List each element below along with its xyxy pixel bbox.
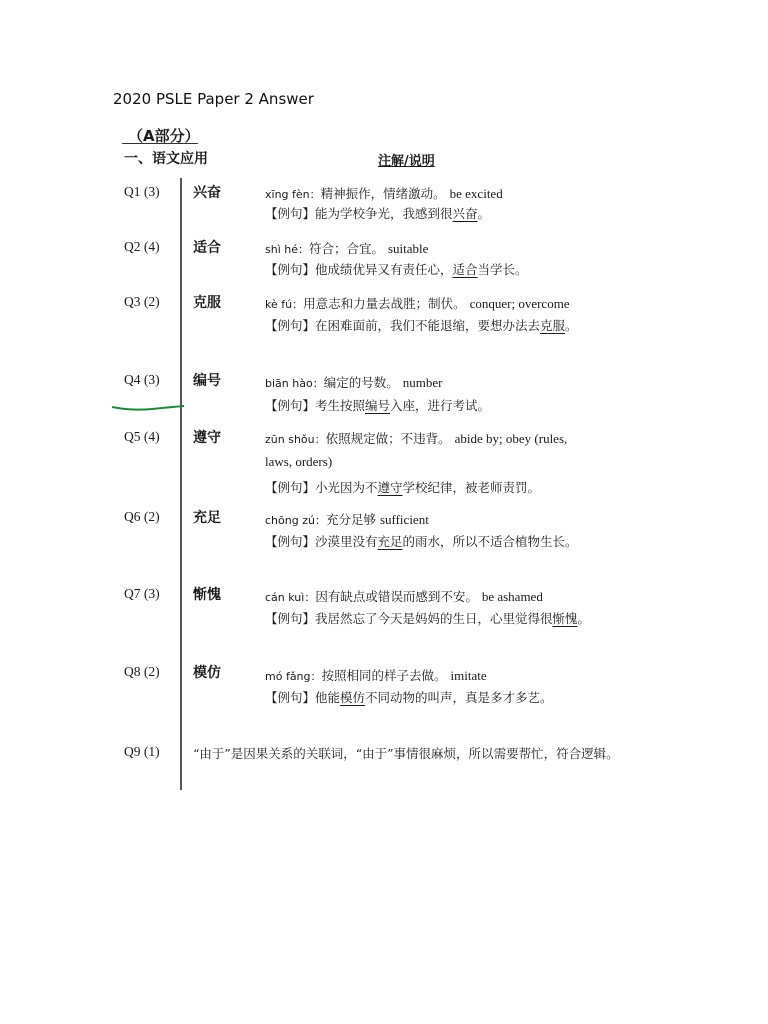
question-label-q7: Q7 (3) xyxy=(124,586,160,601)
answer-word-q2: 适合 xyxy=(193,240,221,256)
definition-q1: xīng fèn：精神振作，情绪激动。 be excited xyxy=(265,186,503,201)
definition-q2: shì hé：符合；合宜。 suitable xyxy=(265,241,429,256)
answer-word-q6: 充足 xyxy=(193,510,221,526)
answer-word-q3: 克服 xyxy=(193,295,221,311)
answer-word-q4: 编号 xyxy=(193,373,221,389)
definition-q3: kè fú：用意志和力量去战胜；制伏。 conquer; overcome xyxy=(265,296,570,311)
example-q6: 【例句】沙漠里没有充足的雨水，所以不适合植物生长。 xyxy=(265,534,578,549)
document-title: 2020 PSLE Paper 2 Answer xyxy=(113,90,314,108)
question-label-q9: Q9 (1) xyxy=(124,744,160,759)
example-q7: 【例句】我居然忘了今天是妈妈的生日，心里觉得很惭愧。 xyxy=(265,611,591,626)
margin-divider xyxy=(180,178,182,790)
definition-q5: zūn shǒu：依照规定做；不违背。 abide by; obey (rules, xyxy=(265,431,568,446)
definition-q7: cán kuì：因有缺点或错误而感到不安。 be ashamed xyxy=(265,589,543,604)
section-heading: 一、语文应用 xyxy=(124,151,208,167)
example-q5: 【例句】小光因为不遵守学校纪律，被老师责罚。 xyxy=(265,480,541,495)
question-label-q5: Q5 (4) xyxy=(124,429,160,444)
part-label: （A部分） xyxy=(128,125,200,146)
example-q4: 【例句】考生按照编号入座，进行考试。 xyxy=(265,398,491,413)
question-label-q4: Q4 (3) xyxy=(124,372,160,387)
answer-word-q5: 遵守 xyxy=(193,430,221,446)
answer-word-q7: 惭愧 xyxy=(193,587,221,603)
example-q1: 【例句】能为学校争光，我感到很兴奋。 xyxy=(265,206,491,221)
q9-answer-text: “由于”是因果关系的关联词，“由于”事情很麻烦，所以需要帮忙，符合逻辑。 xyxy=(193,746,619,761)
definition-q4: biān hào：编定的号数。 number xyxy=(265,375,443,390)
question-label-q2: Q2 (4) xyxy=(124,239,160,254)
question-label-q3: Q3 (2) xyxy=(124,294,160,309)
question-label-q8: Q8 (2) xyxy=(124,664,160,679)
question-label-q1: Q1 (3) xyxy=(124,184,160,199)
example-q3: 【例句】在困难面前，我们不能退缩，要想办法去克服。 xyxy=(265,318,578,333)
definition-q6: chōng zú：充分足够 sufficient xyxy=(265,512,429,527)
question-label-q6: Q6 (2) xyxy=(124,509,160,524)
green-annotation-mark xyxy=(112,404,184,412)
answer-word-q1: 兴奋 xyxy=(193,185,221,201)
part-label-underline xyxy=(122,143,198,144)
notes-heading: 注解/说明 xyxy=(378,154,435,169)
answer-word-q8: 模仿 xyxy=(193,665,221,681)
example-q8: 【例句】他能模仿不同动物的叫声，真是多才多艺。 xyxy=(265,690,553,705)
definition-q8: mó fǎng：按照相同的样子去做。 imitate xyxy=(265,668,487,683)
example-q2: 【例句】他成绩优异又有责任心，适合当学长。 xyxy=(265,262,528,277)
definition-q5-continued: laws, orders) xyxy=(265,454,333,469)
